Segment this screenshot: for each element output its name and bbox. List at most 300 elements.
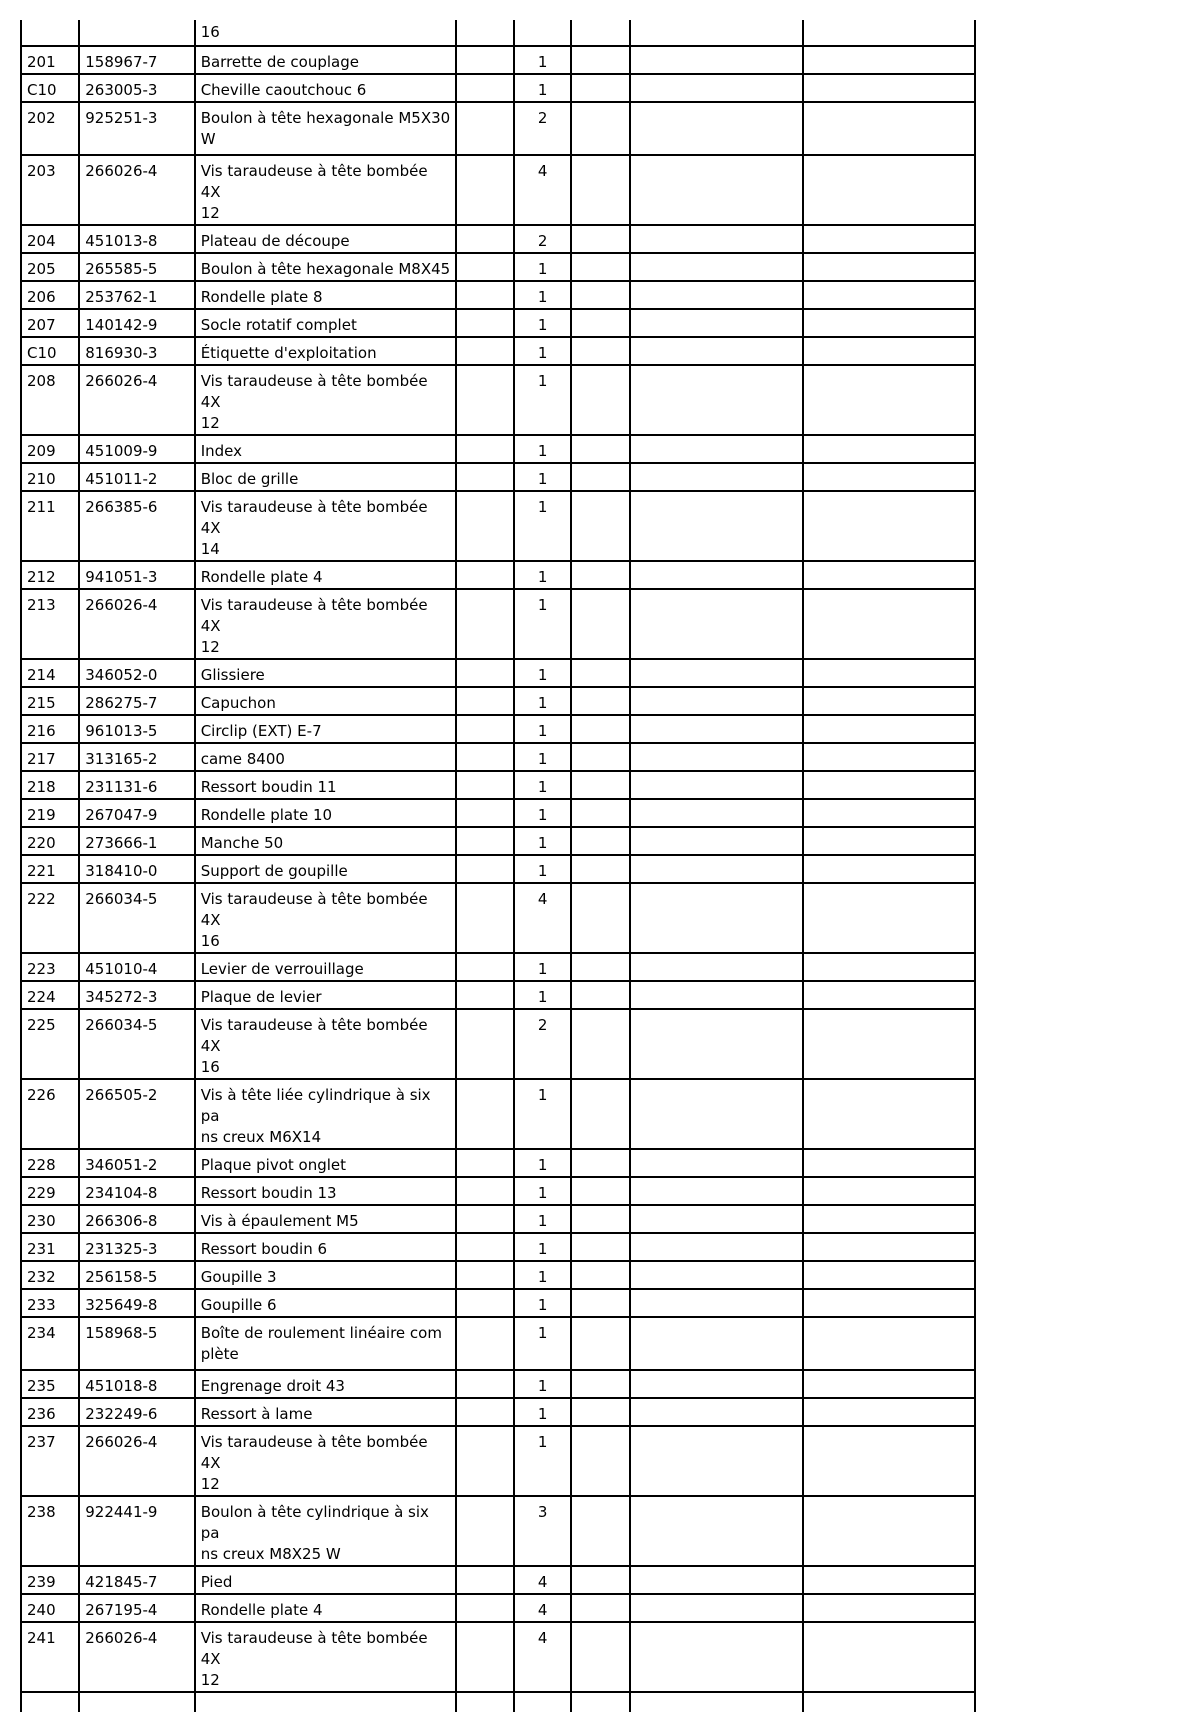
part-number-cell: 346052-0 bbox=[79, 659, 194, 687]
empty-cell bbox=[456, 1317, 514, 1370]
empty-cell bbox=[803, 1233, 975, 1261]
description-cell: Vis à épaulement M5 bbox=[195, 1205, 456, 1233]
empty-cell bbox=[630, 309, 804, 337]
parts-list-sheet bbox=[20, 20, 976, 1712]
part-number-cell: 345272-3 bbox=[79, 981, 194, 1009]
empty-cell bbox=[571, 981, 629, 1009]
empty-cell bbox=[803, 1079, 975, 1149]
table-row bbox=[21, 225, 975, 253]
quantity-cell: 1 bbox=[514, 463, 571, 491]
part-number-cell: 266385-6 bbox=[79, 491, 194, 561]
empty-cell bbox=[456, 74, 514, 102]
empty-cell bbox=[803, 1398, 975, 1426]
empty-cell bbox=[803, 589, 975, 659]
empty-cell bbox=[456, 953, 514, 981]
description-cell: Pied bbox=[195, 1566, 456, 1594]
empty-cell bbox=[571, 1079, 629, 1149]
empty-cell bbox=[571, 1289, 629, 1317]
quantity-cell: 4 bbox=[514, 1594, 571, 1622]
empty-cell bbox=[456, 463, 514, 491]
table-row bbox=[21, 687, 975, 715]
quantity-cell: 1 bbox=[514, 1370, 571, 1398]
item-number-cell: 226 bbox=[21, 1079, 79, 1149]
item-number-cell: 206 bbox=[21, 281, 79, 309]
description-cell: Rondelle plate 8 bbox=[195, 281, 456, 309]
item-number-cell: 222 bbox=[21, 883, 79, 953]
description-cell: Plateau de découpe bbox=[195, 225, 456, 253]
quantity-cell: 1 bbox=[514, 491, 571, 561]
empty-cell bbox=[803, 253, 975, 281]
empty-cell bbox=[803, 855, 975, 883]
empty-cell bbox=[803, 225, 975, 253]
empty-cell bbox=[803, 883, 975, 953]
empty-cell bbox=[571, 659, 629, 687]
empty-cell bbox=[456, 1692, 514, 1712]
table-row bbox=[21, 1594, 975, 1622]
quantity-cell: 4 bbox=[514, 883, 571, 953]
item-number-cell: 204 bbox=[21, 225, 79, 253]
part-number-cell: 266026-4 bbox=[79, 1426, 194, 1496]
empty-cell bbox=[803, 1370, 975, 1398]
description-cell: Ressort boudin 13 bbox=[195, 1177, 456, 1205]
empty-cell bbox=[630, 1398, 804, 1426]
empty-cell bbox=[630, 1009, 804, 1079]
empty-cell bbox=[630, 827, 804, 855]
description-cell: Index bbox=[195, 435, 456, 463]
part-number-cell: 266034-5 bbox=[79, 883, 194, 953]
empty-cell bbox=[571, 1398, 629, 1426]
description-cell: Socle rotatif complet bbox=[195, 309, 456, 337]
empty-cell bbox=[571, 309, 629, 337]
empty-cell bbox=[571, 883, 629, 953]
empty-cell bbox=[571, 20, 629, 46]
table-row bbox=[21, 46, 975, 74]
empty-cell bbox=[630, 46, 804, 74]
empty-cell bbox=[456, 225, 514, 253]
item-number-cell: 224 bbox=[21, 981, 79, 1009]
empty-cell bbox=[803, 74, 975, 102]
empty-cell bbox=[803, 365, 975, 435]
empty-cell bbox=[630, 561, 804, 589]
table-row bbox=[21, 1398, 975, 1426]
empty-cell bbox=[571, 799, 629, 827]
description-cell: Ressort à lame bbox=[195, 1398, 456, 1426]
item-number-cell: 240 bbox=[21, 1594, 79, 1622]
empty-cell bbox=[803, 102, 975, 155]
quantity-cell: 1 bbox=[514, 827, 571, 855]
empty-cell bbox=[456, 1233, 514, 1261]
part-number-cell: 925251-3 bbox=[79, 102, 194, 155]
part-number-cell: 313165-2 bbox=[79, 743, 194, 771]
empty-cell bbox=[630, 1370, 804, 1398]
part-number-cell: 263005-3 bbox=[79, 74, 194, 102]
description-cell: Vis taraudeuse à tête bombée 4X 12 bbox=[195, 155, 456, 225]
empty-cell bbox=[456, 1261, 514, 1289]
table-row bbox=[21, 981, 975, 1009]
empty-cell bbox=[571, 1594, 629, 1622]
part-number-cell: 266306-8 bbox=[79, 1205, 194, 1233]
empty-cell bbox=[456, 281, 514, 309]
description-cell: Ressort boudin 11 bbox=[195, 771, 456, 799]
empty-cell bbox=[630, 1317, 804, 1370]
description-cell: Étiquette d'exploitation bbox=[195, 337, 456, 365]
empty-cell bbox=[803, 1594, 975, 1622]
empty-cell bbox=[803, 743, 975, 771]
description-cell: Support de goupille bbox=[195, 855, 456, 883]
part-number-cell: 256158-5 bbox=[79, 1261, 194, 1289]
empty-cell bbox=[803, 337, 975, 365]
item-number-cell: 209 bbox=[21, 435, 79, 463]
table-row bbox=[21, 1205, 975, 1233]
empty-cell bbox=[803, 1149, 975, 1177]
empty-cell bbox=[571, 1177, 629, 1205]
empty-cell bbox=[456, 102, 514, 155]
empty-cell bbox=[571, 1205, 629, 1233]
empty-cell bbox=[571, 953, 629, 981]
item-number-cell: 211 bbox=[21, 491, 79, 561]
empty-cell bbox=[456, 687, 514, 715]
empty-cell bbox=[571, 1261, 629, 1289]
empty-cell bbox=[803, 981, 975, 1009]
empty-cell bbox=[456, 1622, 514, 1692]
empty-cell bbox=[571, 74, 629, 102]
part-number-cell: 266505-2 bbox=[79, 1079, 194, 1149]
empty-cell bbox=[630, 1426, 804, 1496]
empty-cell bbox=[456, 491, 514, 561]
empty-cell bbox=[571, 253, 629, 281]
part-number-cell: 941051-3 bbox=[79, 561, 194, 589]
part-number-cell: 265585-5 bbox=[79, 253, 194, 281]
item-number-cell: 236 bbox=[21, 1398, 79, 1426]
table-row bbox=[21, 102, 975, 155]
part-number-cell: 232249-6 bbox=[79, 1398, 194, 1426]
quantity-cell: 1 bbox=[514, 1398, 571, 1426]
description-cell: Engrenage droit 43 bbox=[195, 1370, 456, 1398]
empty-cell bbox=[571, 463, 629, 491]
empty-cell bbox=[456, 827, 514, 855]
empty-cell bbox=[803, 799, 975, 827]
empty-cell bbox=[456, 1079, 514, 1149]
quantity-cell: 1 bbox=[514, 771, 571, 799]
empty-cell bbox=[571, 1496, 629, 1566]
table-row bbox=[21, 155, 975, 225]
item-number-cell: 237 bbox=[21, 1426, 79, 1496]
empty-cell bbox=[630, 589, 804, 659]
item-number-cell: 213 bbox=[21, 589, 79, 659]
item-number-cell: 208 bbox=[21, 365, 79, 435]
description-cell: Cheville caoutchouc 6 bbox=[195, 74, 456, 102]
empty-cell bbox=[456, 1426, 514, 1496]
table-row bbox=[21, 74, 975, 102]
table-row bbox=[21, 1289, 975, 1317]
part-number-cell: 266026-4 bbox=[79, 589, 194, 659]
continuation-row bbox=[21, 20, 975, 46]
empty-cell bbox=[630, 953, 804, 981]
part-number-cell: 158967-7 bbox=[79, 46, 194, 74]
item-number-cell: 221 bbox=[21, 855, 79, 883]
empty-cell bbox=[456, 855, 514, 883]
part-number-cell: 451011-2 bbox=[79, 463, 194, 491]
empty-cell bbox=[803, 155, 975, 225]
table-row bbox=[21, 771, 975, 799]
quantity-cell: 1 bbox=[514, 981, 571, 1009]
description-cell: Boulon à tête hexagonale M5X30 W bbox=[195, 102, 456, 155]
item-number-cell: 217 bbox=[21, 743, 79, 771]
empty-cell bbox=[456, 46, 514, 74]
empty-cell bbox=[456, 771, 514, 799]
empty-cell bbox=[803, 659, 975, 687]
empty-cell bbox=[630, 1289, 804, 1317]
quantity-cell: 1 bbox=[514, 1177, 571, 1205]
empty-cell bbox=[456, 365, 514, 435]
empty-cell bbox=[630, 1079, 804, 1149]
empty-cell bbox=[571, 1317, 629, 1370]
table-row bbox=[21, 589, 975, 659]
empty-cell bbox=[803, 1622, 975, 1692]
part-number-cell: 140142-9 bbox=[79, 309, 194, 337]
part-number-cell: 421845-7 bbox=[79, 1566, 194, 1594]
empty-cell bbox=[803, 491, 975, 561]
empty-cell bbox=[456, 1205, 514, 1233]
item-number-cell: 216 bbox=[21, 715, 79, 743]
empty-cell bbox=[630, 981, 804, 1009]
part-number-cell: 267195-4 bbox=[79, 1594, 194, 1622]
part-number-cell bbox=[79, 20, 194, 46]
parts-table bbox=[20, 20, 976, 1712]
empty-cell bbox=[79, 1692, 194, 1712]
empty-cell bbox=[571, 855, 629, 883]
table-row bbox=[21, 491, 975, 561]
part-number-cell: 273666-1 bbox=[79, 827, 194, 855]
table-row bbox=[21, 1566, 975, 1594]
empty-cell bbox=[571, 225, 629, 253]
empty-cell bbox=[630, 1566, 804, 1594]
item-number-cell: C10 bbox=[21, 337, 79, 365]
empty-cell bbox=[195, 1692, 456, 1712]
description-cell: Boulon à tête hexagonale M8X45 bbox=[195, 253, 456, 281]
empty-cell bbox=[571, 1426, 629, 1496]
item-number-cell: 214 bbox=[21, 659, 79, 687]
item-number-cell: 201 bbox=[21, 46, 79, 74]
quantity-cell: 1 bbox=[514, 1317, 571, 1370]
part-number-cell: 231131-6 bbox=[79, 771, 194, 799]
quantity-cell: 2 bbox=[514, 102, 571, 155]
empty-cell bbox=[803, 1496, 975, 1566]
description-cell: 16 bbox=[195, 20, 456, 46]
item-number-cell: 215 bbox=[21, 687, 79, 715]
empty-cell bbox=[571, 687, 629, 715]
description-cell: Vis taraudeuse à tête bombée 4X 12 bbox=[195, 1426, 456, 1496]
quantity-cell: 1 bbox=[514, 74, 571, 102]
description-cell: Vis taraudeuse à tête bombée 4X 16 bbox=[195, 1009, 456, 1079]
empty-cell bbox=[630, 225, 804, 253]
table-row bbox=[21, 1233, 975, 1261]
item-number-cell: 210 bbox=[21, 463, 79, 491]
item-number-cell: 228 bbox=[21, 1149, 79, 1177]
table-row bbox=[21, 1622, 975, 1692]
item-number-cell bbox=[21, 20, 79, 46]
item-number-cell: 238 bbox=[21, 1496, 79, 1566]
empty-cell bbox=[630, 1261, 804, 1289]
description-cell: Plaque de levier bbox=[195, 981, 456, 1009]
empty-cell bbox=[803, 687, 975, 715]
empty-cell bbox=[21, 1692, 79, 1712]
item-number-cell: 239 bbox=[21, 1566, 79, 1594]
quantity-cell: 1 bbox=[514, 309, 571, 337]
quantity-cell: 4 bbox=[514, 1622, 571, 1692]
item-number-cell: 241 bbox=[21, 1622, 79, 1692]
description-cell: Ressort boudin 6 bbox=[195, 1233, 456, 1261]
description-cell: Plaque pivot onglet bbox=[195, 1149, 456, 1177]
empty-cell bbox=[571, 1692, 629, 1712]
empty-cell bbox=[630, 659, 804, 687]
empty-cell bbox=[803, 1289, 975, 1317]
table-row bbox=[21, 743, 975, 771]
empty-cell bbox=[630, 1233, 804, 1261]
quantity-cell bbox=[514, 20, 571, 46]
empty-cell bbox=[630, 491, 804, 561]
empty-cell bbox=[571, 1009, 629, 1079]
item-number-cell: 220 bbox=[21, 827, 79, 855]
empty-cell bbox=[456, 1177, 514, 1205]
empty-cell bbox=[456, 883, 514, 953]
table-row bbox=[21, 1317, 975, 1370]
parts-table-body bbox=[21, 20, 975, 1712]
description-cell: Bloc de grille bbox=[195, 463, 456, 491]
part-number-cell: 286275-7 bbox=[79, 687, 194, 715]
part-number-cell: 318410-0 bbox=[79, 855, 194, 883]
quantity-cell: 1 bbox=[514, 743, 571, 771]
empty-cell bbox=[456, 1594, 514, 1622]
empty-cell bbox=[630, 1149, 804, 1177]
empty-cell bbox=[803, 46, 975, 74]
empty-cell bbox=[803, 309, 975, 337]
empty-cell bbox=[456, 155, 514, 225]
empty-cell bbox=[803, 1426, 975, 1496]
empty-cell bbox=[456, 337, 514, 365]
empty-cell bbox=[630, 20, 804, 46]
empty-cell bbox=[630, 855, 804, 883]
part-number-cell: 158968-5 bbox=[79, 1317, 194, 1370]
description-cell: Vis à tête liée cylindrique à six pa ns creux M6X14 bbox=[195, 1079, 456, 1149]
table-row bbox=[21, 1496, 975, 1566]
quantity-cell: 1 bbox=[514, 715, 571, 743]
empty-cell bbox=[571, 46, 629, 74]
empty-cell bbox=[803, 1009, 975, 1079]
table-row bbox=[21, 365, 975, 435]
empty-cell bbox=[571, 155, 629, 225]
quantity-cell: 1 bbox=[514, 365, 571, 435]
part-number-cell: 961013-5 bbox=[79, 715, 194, 743]
empty-cell bbox=[456, 799, 514, 827]
description-cell: Rondelle plate 4 bbox=[195, 561, 456, 589]
empty-cell bbox=[630, 281, 804, 309]
description-cell: Goupille 6 bbox=[195, 1289, 456, 1317]
quantity-cell: 1 bbox=[514, 337, 571, 365]
empty-cell bbox=[571, 827, 629, 855]
part-number-cell: 234104-8 bbox=[79, 1177, 194, 1205]
empty-cell bbox=[571, 337, 629, 365]
empty-cell bbox=[803, 561, 975, 589]
item-number-cell: 207 bbox=[21, 309, 79, 337]
empty-cell bbox=[803, 463, 975, 491]
empty-cell bbox=[803, 1692, 975, 1712]
empty-cell bbox=[630, 743, 804, 771]
quantity-cell: 1 bbox=[514, 659, 571, 687]
description-cell: Vis taraudeuse à tête bombée 4X 16 bbox=[195, 883, 456, 953]
empty-cell bbox=[803, 1261, 975, 1289]
trailing-row bbox=[21, 1692, 975, 1712]
table-row bbox=[21, 855, 975, 883]
empty-cell bbox=[803, 435, 975, 463]
quantity-cell: 4 bbox=[514, 155, 571, 225]
empty-cell bbox=[456, 20, 514, 46]
table-row bbox=[21, 883, 975, 953]
table-row bbox=[21, 827, 975, 855]
empty-cell bbox=[456, 1289, 514, 1317]
empty-cell bbox=[803, 1317, 975, 1370]
part-number-cell: 253762-1 bbox=[79, 281, 194, 309]
description-cell: Capuchon bbox=[195, 687, 456, 715]
description-cell: Vis taraudeuse à tête bombée 4X 14 bbox=[195, 491, 456, 561]
empty-cell bbox=[571, 743, 629, 771]
table-row bbox=[21, 463, 975, 491]
quantity-cell: 3 bbox=[514, 1496, 571, 1566]
empty-cell bbox=[571, 1622, 629, 1692]
empty-cell bbox=[571, 102, 629, 155]
empty-cell bbox=[630, 1622, 804, 1692]
description-cell: Vis taraudeuse à tête bombée 4X 12 bbox=[195, 365, 456, 435]
empty-cell bbox=[571, 1370, 629, 1398]
table-row bbox=[21, 953, 975, 981]
item-number-cell: 205 bbox=[21, 253, 79, 281]
table-row bbox=[21, 1261, 975, 1289]
quantity-cell: 2 bbox=[514, 225, 571, 253]
quantity-cell: 1 bbox=[514, 1079, 571, 1149]
empty-cell bbox=[803, 20, 975, 46]
table-row bbox=[21, 1370, 975, 1398]
empty-cell bbox=[456, 1009, 514, 1079]
empty-cell bbox=[571, 1149, 629, 1177]
empty-cell bbox=[456, 561, 514, 589]
empty-cell bbox=[456, 659, 514, 687]
empty-cell bbox=[456, 1370, 514, 1398]
quantity-cell: 1 bbox=[514, 1233, 571, 1261]
item-number-cell: 225 bbox=[21, 1009, 79, 1079]
quantity-cell: 1 bbox=[514, 589, 571, 659]
part-number-cell: 346051-2 bbox=[79, 1149, 194, 1177]
empty-cell bbox=[803, 1177, 975, 1205]
part-number-cell: 266034-5 bbox=[79, 1009, 194, 1079]
description-cell: Goupille 3 bbox=[195, 1261, 456, 1289]
table-row bbox=[21, 253, 975, 281]
part-number-cell: 451018-8 bbox=[79, 1370, 194, 1398]
item-number-cell: 229 bbox=[21, 1177, 79, 1205]
table-row bbox=[21, 715, 975, 743]
quantity-cell: 1 bbox=[514, 855, 571, 883]
description-cell: Vis taraudeuse à tête bombée 4X 12 bbox=[195, 589, 456, 659]
description-cell: Rondelle plate 10 bbox=[195, 799, 456, 827]
empty-cell bbox=[630, 883, 804, 953]
quantity-cell: 1 bbox=[514, 687, 571, 715]
quantity-cell: 1 bbox=[514, 561, 571, 589]
table-row bbox=[21, 281, 975, 309]
part-number-cell: 231325-3 bbox=[79, 1233, 194, 1261]
empty-cell bbox=[803, 771, 975, 799]
empty-cell bbox=[630, 1692, 804, 1712]
table-row bbox=[21, 1079, 975, 1149]
empty-cell bbox=[456, 715, 514, 743]
